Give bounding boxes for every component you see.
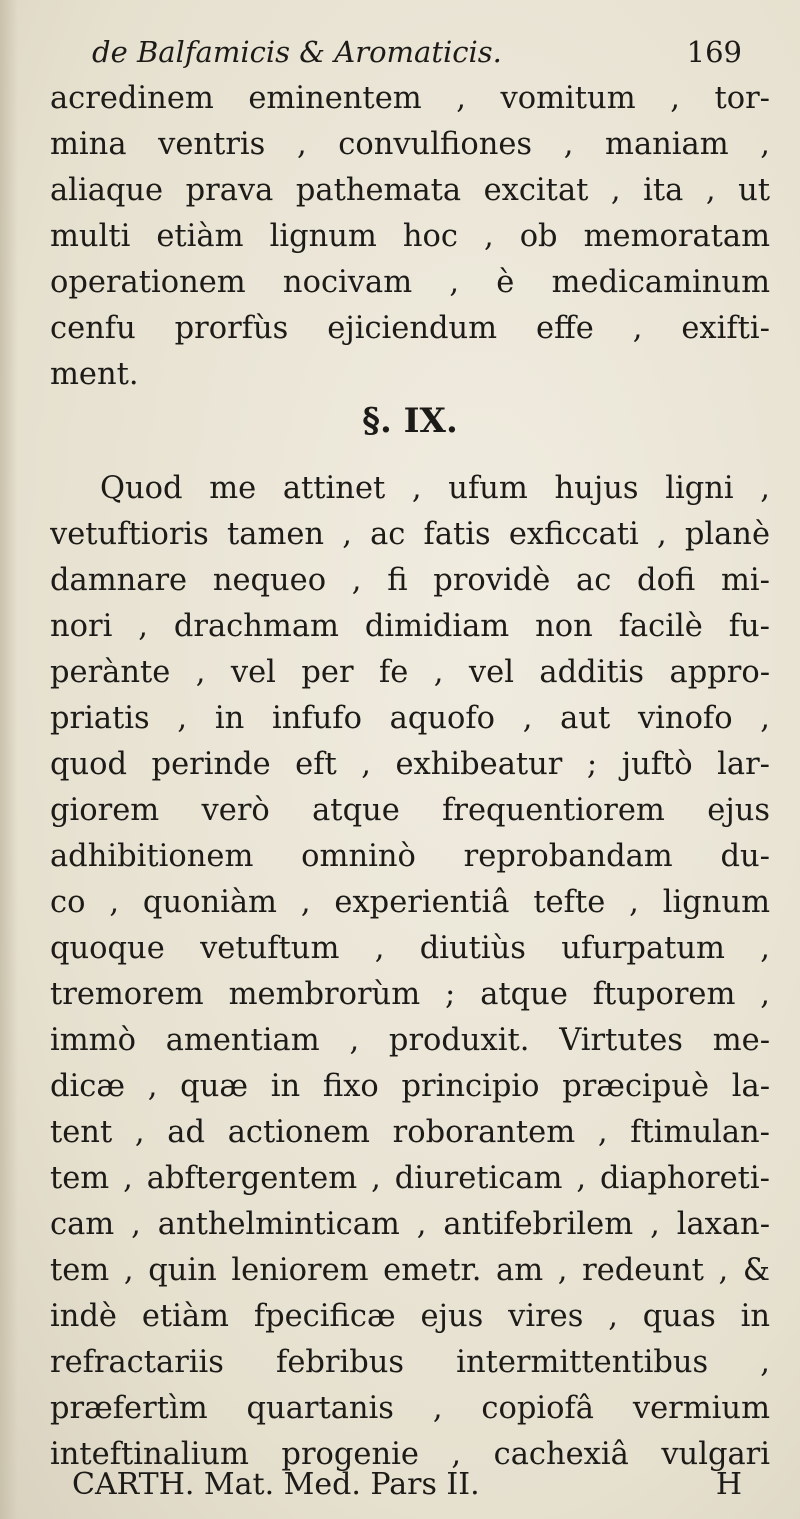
text-line: damnare nequeo , fi providè ac dofi mi- xyxy=(50,563,770,598)
catchword: H xyxy=(715,1467,742,1502)
text-body xyxy=(50,76,770,1478)
text-line: præfertìm quartanis , copiofâ vermium xyxy=(50,1391,770,1426)
text-line: adhibitionem omninò reprobandam du- xyxy=(50,839,770,874)
signature-mark: CARTH. Mat. Med. Pars II. xyxy=(72,1467,480,1502)
text-line: tent , ad actionem roborantem , ftimulan- xyxy=(50,1115,770,1150)
page-shadow-edge xyxy=(0,0,18,1519)
text-line: vetuftioris tamen , ac fatis exficcati , planè xyxy=(50,517,770,552)
text-line: cam , anthelminticam , antifebrilem , laxan- xyxy=(50,1207,770,1242)
section-heading: §. IX. xyxy=(362,401,458,441)
text-line: ment. xyxy=(50,357,139,392)
text-line: acredinem eminentem , vomitum , tor- xyxy=(50,81,770,116)
running-title: de Balfamicis & Aromaticis. xyxy=(92,35,502,69)
text-line: operationem nocivam , è medicaminum xyxy=(50,265,770,300)
text-line: priatis , in infufo aquofo , aut vinofo , xyxy=(50,701,770,736)
text-line: tem , quin leniorem emetr. am , redeunt , & xyxy=(50,1253,770,1288)
text-line: mina ventris , convulfiones , maniam , xyxy=(50,127,770,162)
text-line: dicæ , quæ in fixo principio præcipuè la- xyxy=(50,1069,770,1104)
spacer xyxy=(50,444,770,466)
text-line: nori , drachmam dimidiam non facilè fu- xyxy=(50,609,770,644)
text-line: cenfu prorfùs ejiciendum effe , exifti- xyxy=(50,311,770,346)
text-line: tem , abftergentem , diureticam , diaphoreti- xyxy=(50,1161,770,1196)
text-line: quoque vetuftum , diutiùs ufurpatum , xyxy=(50,931,770,966)
text-line: indè etiàm fpecificæ ejus vires , quas in xyxy=(50,1299,770,1334)
page-number: 169 xyxy=(686,35,742,69)
text-line: co , quoniàm , experientiâ tefte , lignum xyxy=(50,885,770,920)
text-line: tremorem membrorùm ; atque ftuporem , xyxy=(50,977,770,1012)
text-line: refractariis febribus intermittentibus , xyxy=(50,1345,770,1380)
text-line: quod perinde eft , exhibeatur ; juftò lar- xyxy=(50,747,770,782)
text-line: multi etiàm lignum hoc , ob memoratam xyxy=(50,219,770,254)
text-line: Quod me attinet , ufum hujus ligni , xyxy=(100,471,770,506)
text-line: giorem verò atque frequentiorem ejus xyxy=(50,793,770,828)
text-line: inteftinalium progenie , cachexiâ vulgari xyxy=(50,1437,770,1472)
text-line: immò amentiam , produxit. Virtutes me- xyxy=(50,1023,770,1058)
signature-line xyxy=(72,1462,742,1508)
page-header xyxy=(92,32,742,72)
text-line: aliaque prava pathemata excitat , ita , ut xyxy=(50,173,770,208)
text-line: perànte , vel per fe , vel additis appro- xyxy=(50,655,770,690)
